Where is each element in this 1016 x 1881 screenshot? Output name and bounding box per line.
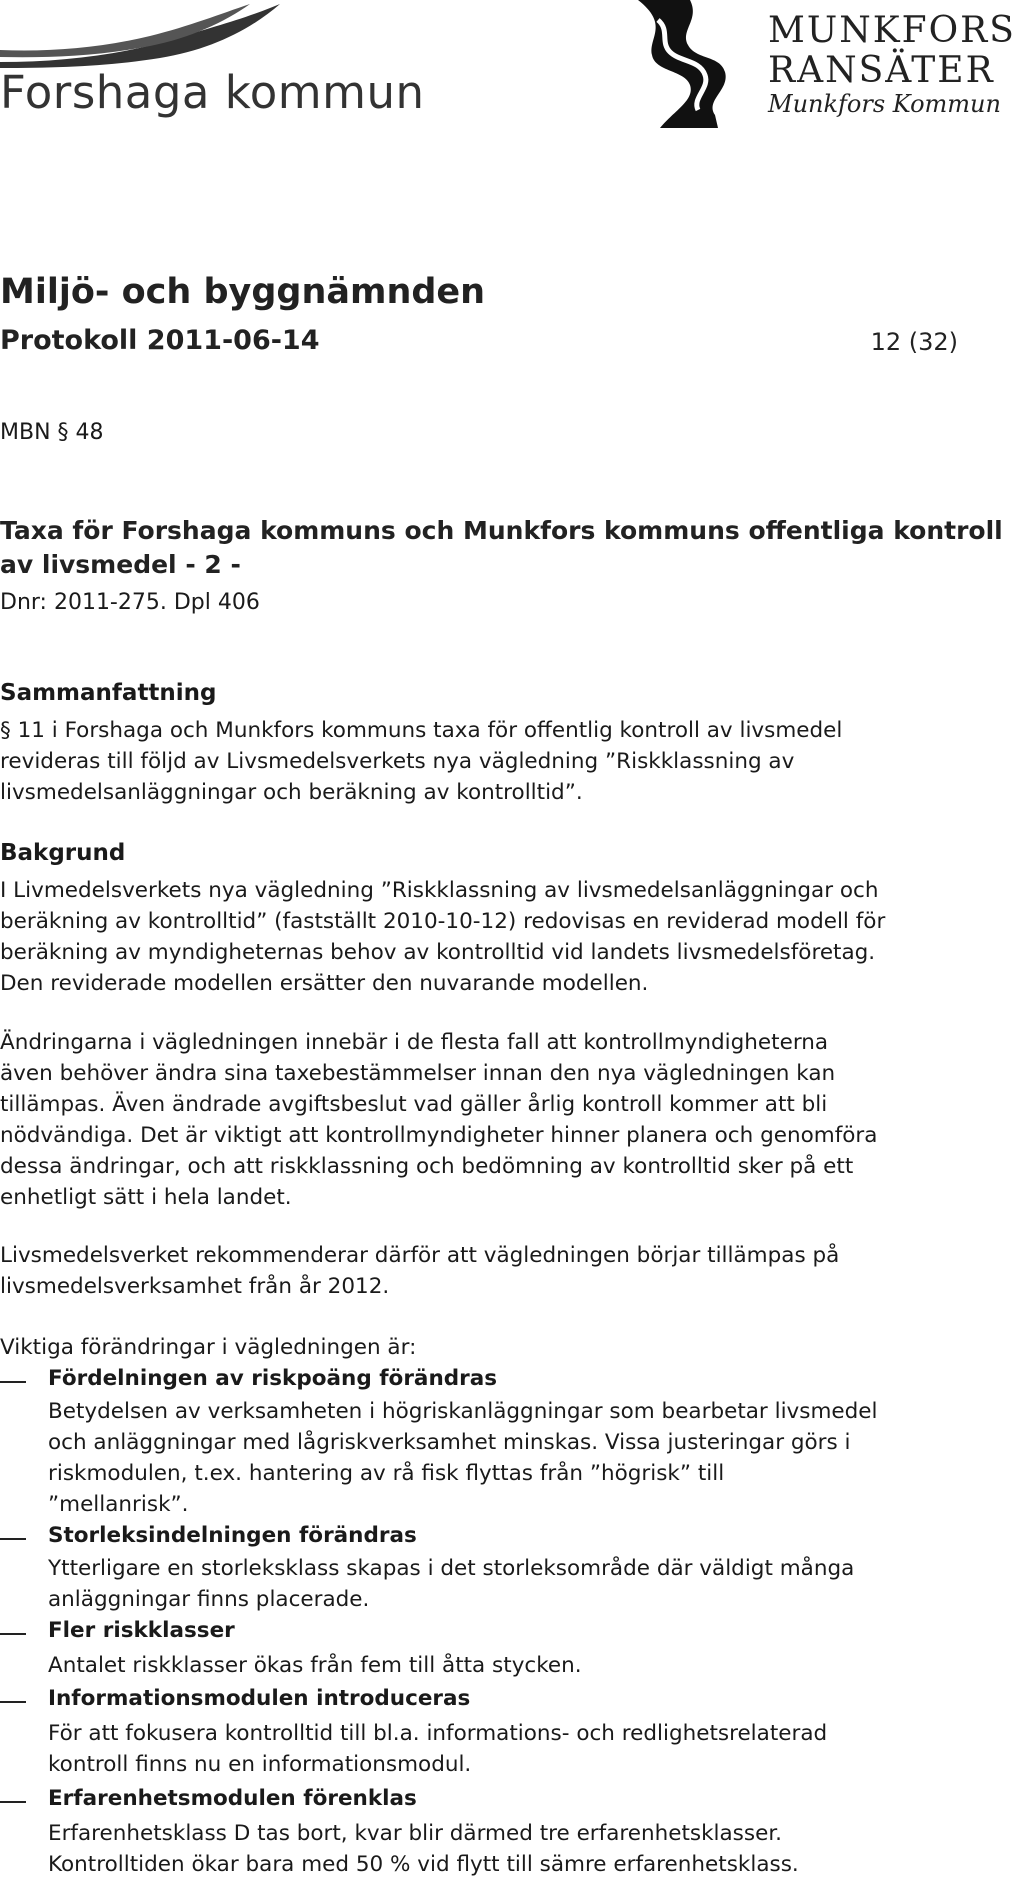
text-line: nödvändiga. Det är viktigt att kontrollmyndigheter hinner planera och genomföra [0,1123,878,1148]
text-line: beräkning av myndigheternas behov av kontrolltid vid landets livsmedelsföretag. [0,940,876,965]
dash-icon [0,1701,26,1703]
protocol-date: Protokoll 2011-06-14 [0,325,320,356]
text-line: enhetligt sätt i hela landet. [0,1185,292,1210]
forshaga-logo-text: Forshaga kommun [0,66,425,119]
background-paragraph-3 [0,1240,839,1302]
munkfors-logo [630,0,1016,130]
list-item-body [48,1650,582,1681]
text-line: I Livmedelsverkets nya vägledning ”Riskklassning av livsmedelsanläggningar och [0,878,879,903]
text-line: revideras till följd av Livsmedelsverkets nya vägledning ”Riskklassning av [0,749,795,774]
page-number: 12 (32) [870,328,958,356]
text-line: Livsmedelsverket rekommenderar därför att vägledningen börjar tillämpas på [0,1243,840,1268]
text-line: Antalet riskklasser ökas från fem till åtta stycken. [48,1653,582,1678]
list-item-body [48,1818,799,1880]
title-line: av livsmedel - 2 - [0,550,241,579]
list-item-heading: Erfarenhetsmodulen förenklas [48,1786,417,1811]
text-line: Betydelsen av verksamheten i högriskanläggningar som bearbetar livsmedel [48,1399,878,1424]
dash-icon [0,1801,26,1803]
dash-icon [0,1538,26,1540]
text-line: § 11 i Forshaga och Munkfors kommuns taxa för offentlig kontroll av livsmedel [0,718,843,743]
list-item-heading: Fler riskklasser [48,1618,235,1643]
text-line: riskmodulen, t.ex. hantering av rå fisk flyttas från ”högrisk” till [48,1461,725,1486]
background-paragraph-1 [0,875,885,999]
list-item-heading: Storleksindelningen förändras [48,1523,417,1548]
text-line: anläggningar finns placerade. [48,1587,370,1612]
text-line: tillämpas. Även ändrade avgiftsbeslut vad gäller årlig kontroll kommer att bli [0,1092,828,1117]
forshaga-logo [0,0,425,120]
text-line: Ytterligare en storleksklass skapas i det storleksområde där väldigt många [48,1556,855,1581]
committee-name: Miljö- och byggnämnden [0,272,486,312]
dash-icon [0,1633,26,1635]
munkfors-logo-line3: Munkfors Kommun [768,90,1001,118]
text-line: För att fokusera kontrolltid till bl.a. informations- och redlighetsrelaterad [48,1721,828,1746]
text-line: beräkning av kontrolltid” (fastställt 2010-10-12) redovisas en reviderad modell för [0,909,886,934]
list-item-heading: Fördelningen av riskpoäng förändras [48,1366,498,1391]
changes-intro: Viktiga förändringar i vägledningen är: [0,1335,417,1360]
summary-heading: Sammanfattning [0,680,217,706]
document-title [0,514,1003,582]
title-line: Taxa för Forshaga kommuns och Munkfors kommuns offentliga kontroll [0,516,1003,545]
dash-icon [0,1381,26,1383]
background-heading: Bakgrund [0,840,126,866]
text-line: Kontrolltiden ökar bara med 50 % vid flytt till sämre erfarenhetsklass. [48,1852,799,1877]
text-line: Ändringarna i vägledningen innebär i de flesta fall att kontrollmyndigheterna [0,1030,829,1055]
text-line: Erfarenhetsklass D tas bort, kvar blir därmed tre erfarenhetsklasser. [48,1821,783,1846]
munkfors-logo-line2: RANSÄTER [768,50,995,91]
summary-text [0,715,842,808]
text-line: livsmedelsanläggningar och beräkning av kontrolltid”. [0,780,583,805]
list-item-body [48,1396,878,1520]
text-line: och anläggningar med lågriskverksamhet minskas. Vissa justeringar görs i [48,1430,851,1455]
list-item-heading: Informationsmodulen introduceras [48,1686,471,1711]
paragraph-reference: MBN § 48 [0,420,104,445]
munkfors-logo-line1: MUNKFORS [768,10,1016,51]
text-line: Den reviderade modellen ersätter den nuvarande modellen. [0,971,649,996]
diary-number: Dnr: 2011-275. Dpl 406 [0,590,260,615]
forshaga-wave-icon [0,0,320,70]
munkfors-emblem-icon [630,0,762,128]
text-line: även behöver ändra sina taxebestämmelser innan den nya vägledningen kan [0,1061,836,1086]
text-line: livsmedelsverksamhet från år 2012. [0,1274,390,1299]
background-paragraph-2 [0,1027,877,1213]
text-line: dessa ändringar, och att riskklassning och bedömning av kontrolltid sker på ett [0,1154,854,1179]
text-line: kontroll finns nu en informationsmodul. [48,1752,472,1777]
list-item-body [48,1718,827,1780]
text-line: ”mellanrisk”. [48,1492,189,1517]
list-item-body [48,1553,854,1615]
